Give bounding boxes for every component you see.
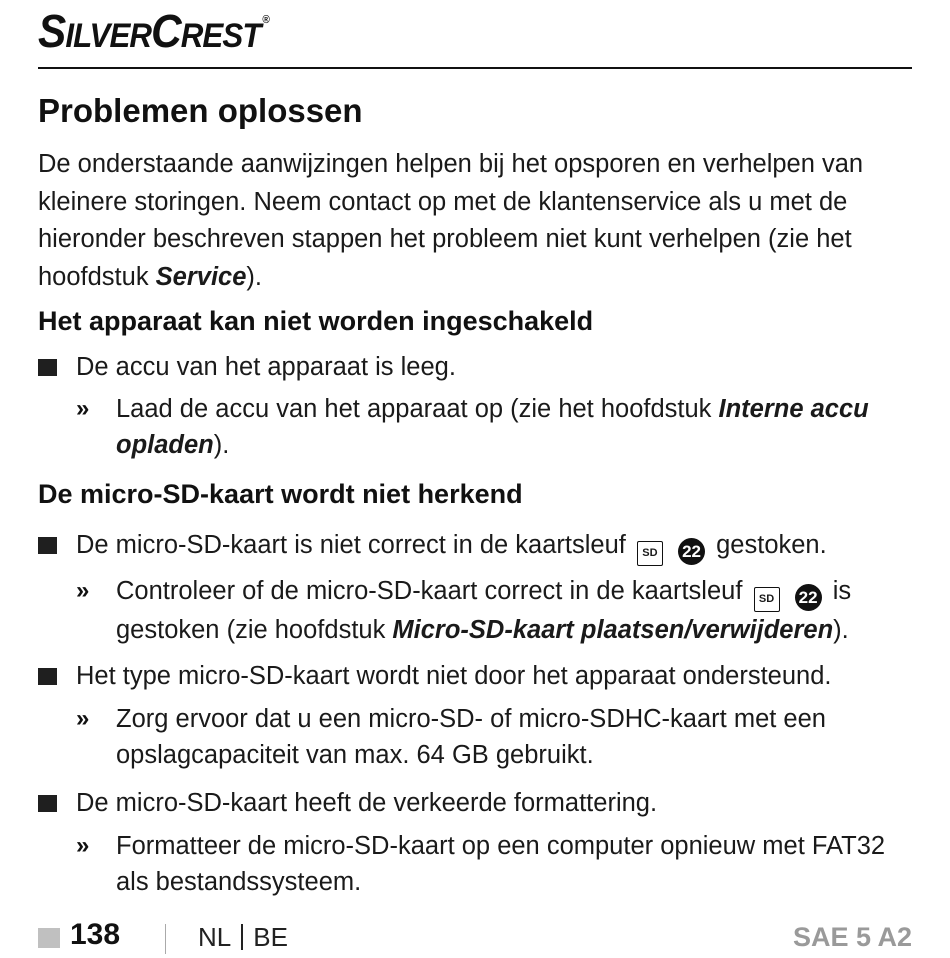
section-title-sdcard: De micro-SD-kaart wordt niet herkend bbox=[38, 479, 523, 509]
square-bullet-icon bbox=[38, 537, 57, 554]
page-footer bbox=[38, 918, 912, 958]
double-chevron-icon: » bbox=[76, 577, 87, 604]
intro-paragraph: De onderstaande aanwijzingen helpen bij het opsporen en verhelpen van kleinere storingen. Neem contact op met de klantenservice als u met de hieronder beschreven stappen het probleem niet kunt verhelpen (zie het hoofdstuk Service). bbox=[38, 150, 864, 291]
cause-item: De micro-SD-kaart heeft de verkeerde formattering. bbox=[38, 786, 912, 820]
sd-card-icon: SD bbox=[637, 541, 663, 566]
action-item: » Laad de accu van het apparaat op (zie het hoofdstuk Interne accu opladen). bbox=[76, 391, 912, 463]
sd-card-icon: SD bbox=[754, 587, 780, 612]
double-chevron-icon: » bbox=[76, 395, 87, 422]
slot-number-badge: 22 bbox=[795, 584, 822, 611]
double-chevron-icon: » bbox=[76, 705, 87, 732]
chapter-ref: Micro-SD-kaart plaatsen/verwijderen bbox=[392, 616, 834, 644]
square-bullet-icon bbox=[38, 668, 57, 685]
service-ref: Service bbox=[155, 262, 247, 291]
model-number: SAE 5 A2 bbox=[792, 922, 912, 952]
language-codes: NL BE bbox=[198, 922, 288, 952]
double-chevron-icon: » bbox=[76, 832, 87, 859]
square-bullet-icon bbox=[38, 359, 57, 376]
action-item: » Formatteer de micro-SD-kaart op een computer opnieuw met FAT32 als bestandssysteem. bbox=[76, 828, 912, 900]
footer-square-icon bbox=[38, 928, 60, 948]
page-number: 138 bbox=[70, 918, 121, 951]
cause-item: Het type micro-SD-kaart wordt niet door het apparaat ondersteund. bbox=[38, 659, 912, 693]
page-title: Problemen oplossen bbox=[38, 92, 363, 129]
section-title-power: Het apparaat kan niet worden ingeschakeld bbox=[38, 306, 594, 336]
action-item: » Controleer of de micro-SD-kaart correct in de kaartsleuf SD 22 is gestoken (zie hoofdstuk Micro-SD-kaart plaatsen/verwijderen). bbox=[76, 573, 912, 648]
cause-item: De accu van het apparaat is leeg. bbox=[38, 350, 912, 384]
silvercrest-logo: SILVERCREST ® bbox=[38, 5, 269, 57]
square-bullet-icon bbox=[38, 795, 57, 812]
chapter-ref: Interne accu opladen bbox=[116, 395, 869, 459]
header-rule bbox=[38, 67, 912, 69]
cause-item: De micro-SD-kaart is niet correct in de kaartsleuf SD 22 gestoken. bbox=[38, 528, 912, 566]
action-item: » Zorg ervoor dat u een micro-SD- of micro-SDHC-kaart met een opslagcapaciteit van max. 64 GB gebruikt. bbox=[76, 701, 912, 773]
footer-divider bbox=[165, 924, 166, 954]
slot-number-badge: 22 bbox=[678, 538, 705, 565]
